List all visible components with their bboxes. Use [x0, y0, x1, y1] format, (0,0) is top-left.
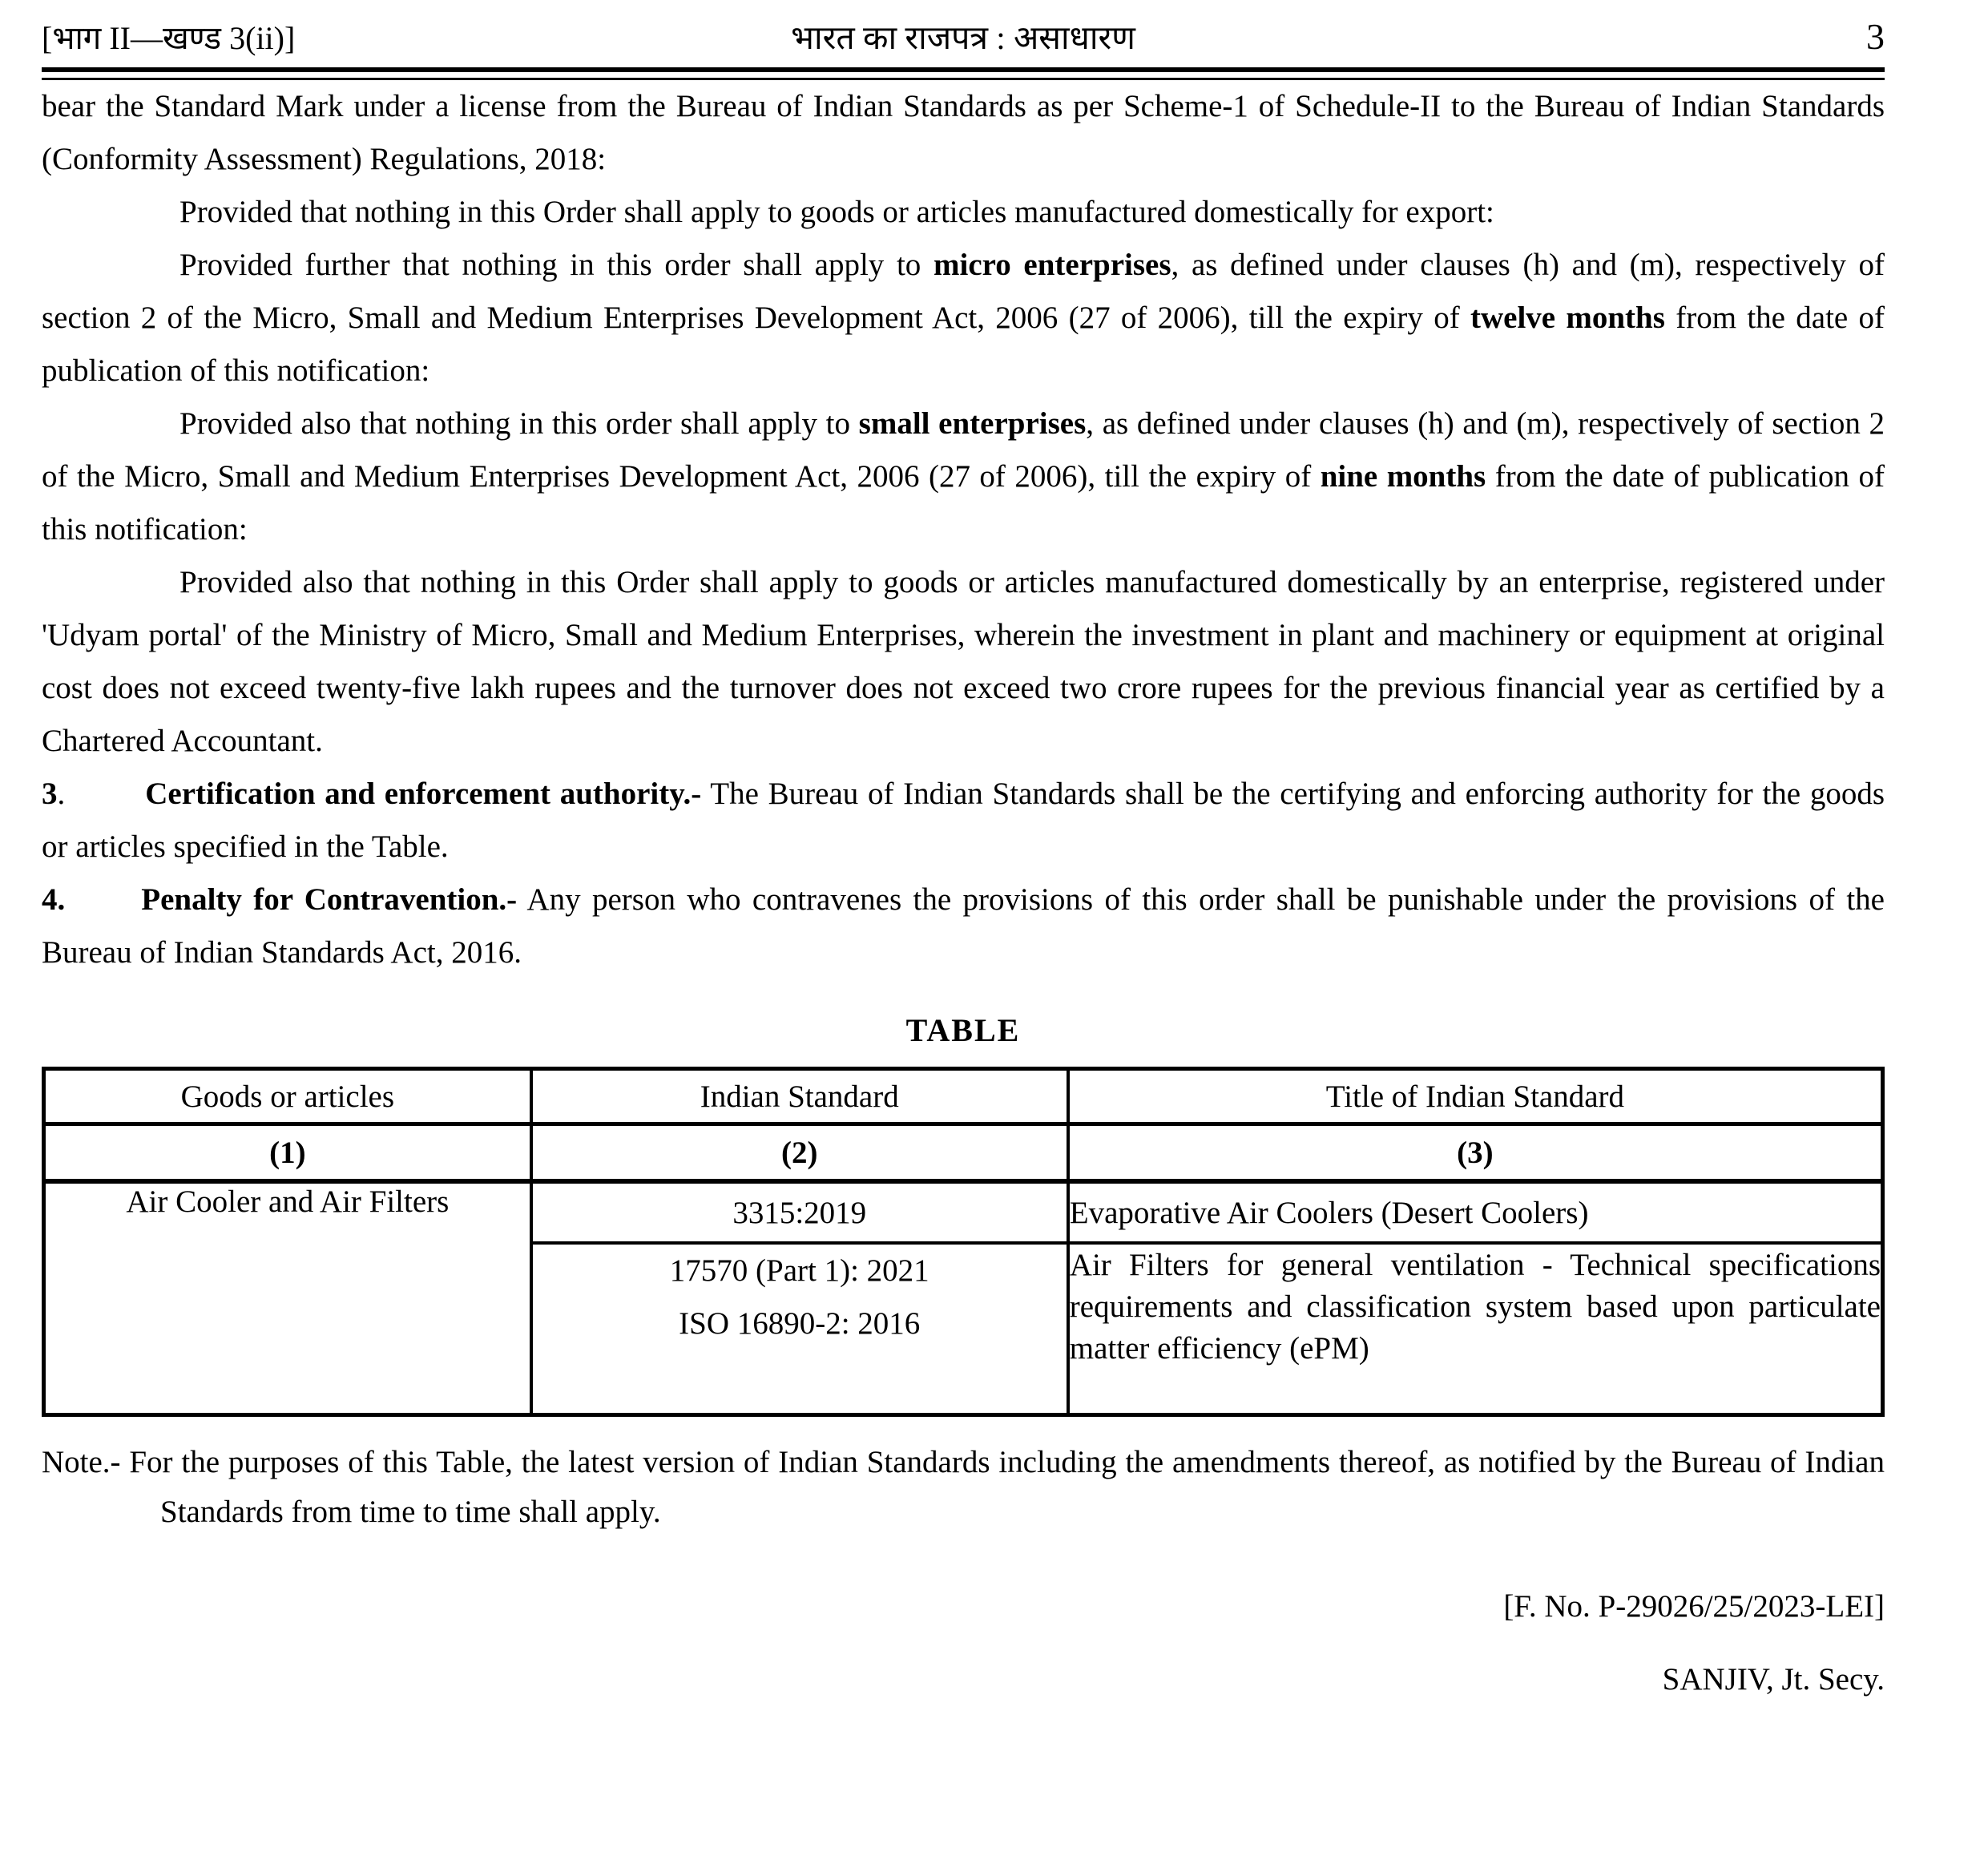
file-number: [F. No. P-29026/25/2023-LEI]	[1503, 1589, 1885, 1624]
column-number-2: (2)	[531, 1124, 1068, 1182]
proviso-small-enterprises: Provided also that nothing in this order shall apply to small enterprises, as defined under clauses (h) and (m), respectively of section 2 of the Micro, Small and Medium Enterprises Development Act, 2006 (27 of 2006), till the expiry of nine months from the date of publication of this notification:	[42, 406, 1885, 547]
cell-title-1: Evaporative Air Coolers (Desert Coolers)	[1068, 1181, 1883, 1243]
column-header-standard: Indian Standard	[531, 1069, 1068, 1124]
column-number-3: (3)	[1068, 1124, 1883, 1182]
table-row	[44, 1181, 1883, 1243]
column-header-goods: Goods or articles	[44, 1069, 531, 1124]
signature: SANJIV, Jt. Secy.	[1662, 1662, 1885, 1697]
standard-line-1: 17570 (Part 1): 2021	[669, 1253, 929, 1288]
table-title: TABLE	[905, 1012, 1021, 1048]
standards-table	[42, 1067, 1885, 1417]
column-number-1: (1)	[44, 1124, 531, 1182]
table-numbering-row	[44, 1124, 1883, 1182]
section-3-certification: 3. Certification and enforcement authority.- The Bureau of Indian Standards shall be the certifying and enforcing authority for the goods or articles specified in the Table.	[42, 777, 1885, 864]
cell-standard-2	[531, 1243, 1068, 1415]
proviso-udyam-enterprise: Provided also that nothing in this Order shall apply to goods or articles manufactured domestically by an enterprise, registered under 'Udyam portal' of the Ministry of Micro, Small and Medium Enterprises, wherein the investment in plant and machinery or equipment at original cost does not exceed twenty-five lakh rupees and the turnover does not exceed two crore rupees for the previous financial year as certified by a Chartered Accountant.	[42, 565, 1885, 758]
header-gazette-title: भारत का राजपत्र : असाधारण	[791, 19, 1135, 56]
paragraph-continuation: bear the Standard Mark under a license from the Bureau of Indian Standards as per Scheme-1 of Schedule-II to the Bureau of Indian Standards (Conformity Assessment) Regulations, 2018:	[42, 89, 1885, 176]
cell-goods: Air Cooler and Air Filters	[44, 1181, 531, 1415]
header-double-rule	[42, 67, 1885, 80]
page-number: 3	[1866, 16, 1885, 57]
table-note: Note.- For the purposes of this Table, the latest version of Indian Standards including the amendments thereof, as notified by the Bureau of Indian Standards from time to time shall apply.	[42, 1445, 1885, 1529]
column-header-title: Title of Indian Standard	[1068, 1069, 1883, 1124]
header-part-section: [भाग II—खण्ड 3(ii)]	[42, 20, 296, 56]
cell-standard-1: 3315:2019	[531, 1181, 1068, 1243]
proviso-export: Provided that nothing in this Order shall apply to goods or articles manufactured domestically for export:	[179, 195, 1494, 229]
cell-title-2: Air Filters for general ventilation - Technical specifications requirements and classification system based upon particulate matter efficiency (ePM)	[1068, 1243, 1883, 1415]
standard-line-2: ISO 16890-2: 2016	[679, 1306, 921, 1341]
proviso-micro-enterprises: Provided further that nothing in this order shall apply to micro enterprises, as defined under clauses (h) and (m), respectively of section 2 of the Micro, Small and Medium Enterprises Development Act, 2006 (27 of 2006), till the expiry of twelve months from the date of publication of this notification:	[42, 248, 1885, 388]
section-4-penalty: 4. Penalty for Contravention.- Any person who contravenes the provisions of this order shall be punishable under the provisions of the Bureau of Indian Standards Act, 2016.	[42, 882, 1885, 970]
page-header	[42, 14, 1885, 59]
table-header-row	[44, 1069, 1883, 1124]
